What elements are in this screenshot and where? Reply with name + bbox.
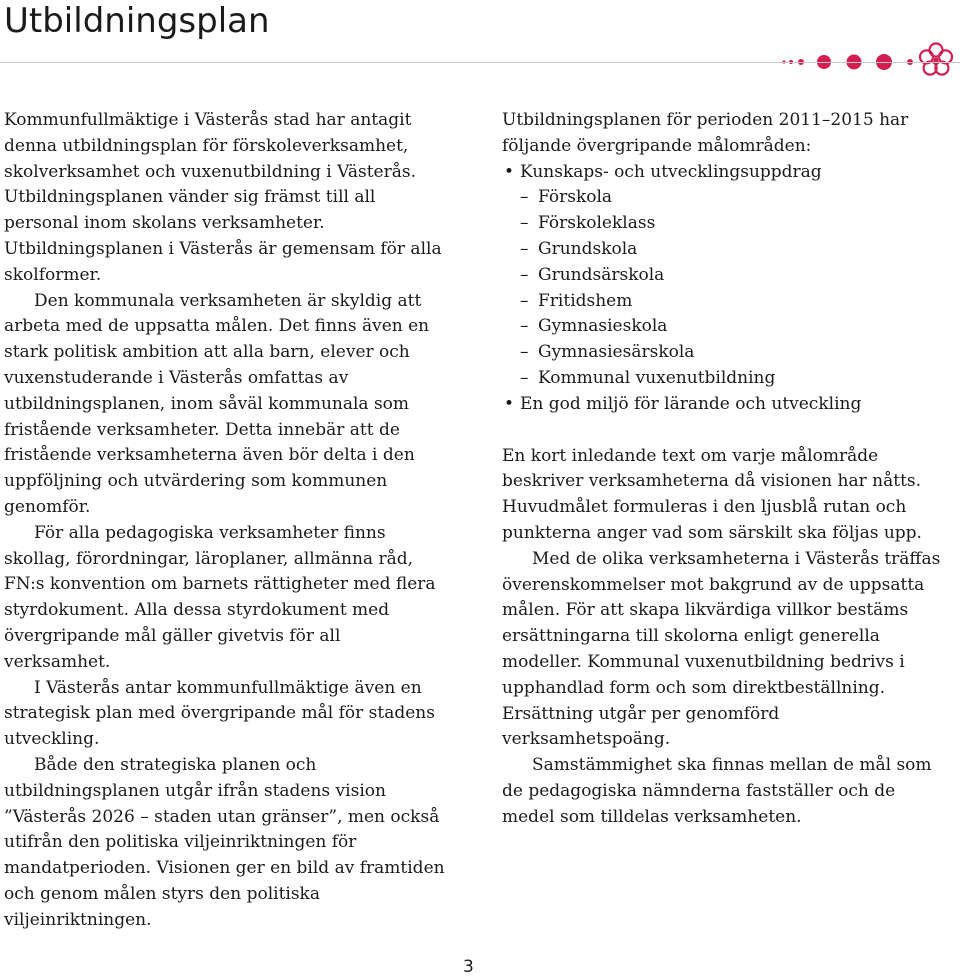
left-column xyxy=(4,108,448,934)
list-item xyxy=(502,392,952,418)
list-item xyxy=(502,160,952,392)
paragraph: Samstämmighet ska finnas mellan de mål som de pedagogiska nämnderna fastställer och de medel som tilldelas verksamheten. xyxy=(502,755,932,827)
intro-paragraph: Utbildningsplanen för perioden 2011–2015 har följande övergripande målområden: xyxy=(502,110,909,156)
paragraph: I Västerås antar kommunfullmäktige även en strategisk plan med övergripande mål för stadens utveckling. xyxy=(4,677,435,750)
goal-area-label: Kunskaps- och utvecklingsuppdrag xyxy=(520,161,822,182)
paragraph: För alla pedagogiska verksamheter finns skollag, förordningar, läroplaner, allmänna råd, FN:s konvention om barnets rättigheter med flera styrdokument. Alla dessa styrdokument med övergripande mål gäller givetvis för all verksamhet. xyxy=(4,522,436,672)
list-item: – Grundskola xyxy=(520,237,952,263)
list-item: – Förskola xyxy=(520,185,952,211)
paragraph: Den kommunala verksamheten är skyldig att arbeta med de uppsatta målen. Det finns även en stark politisk ambition att alla barn, elever och vuxenstuderande i Västerås omfattas av utbildningsplanen, inom såväl kommunala som fristående verksamheter. Detta innebär att de fristående verksamheterna även bör delta i den uppföljning och utvärdering som kommunen genomför. xyxy=(4,290,430,517)
spacer xyxy=(502,418,952,444)
flower-decoration-icon xyxy=(780,38,960,80)
paragraph: Kommunfullmäktige i Västerås stad har antagit denna utbildningsplan för förskoleverksamhet, skolverksamhet och vuxenutbildning i Västerås. Utbildningsplanen vänder sig främst till all personal inom skolans verksamheter. Utbildningsplanen i Västerås är gemensam för alla skolformer. xyxy=(4,110,442,285)
page-number: 3 xyxy=(463,957,474,977)
paragraph: Med de olika verksamheterna i Västerås träffas överenskommelser mot bakgrund av de uppsatta målen. För att skapa likvärdiga villkor bestäms ersättningarna till skolorna enligt generella modeller. Kommunal vuxenutbildning bedrivs i upphandlad form och som direktbeställning. Ersättning utgår per genomförd verksamhetspoäng. xyxy=(502,548,941,750)
list-item: – Förskoleklass xyxy=(520,211,952,237)
sub-list xyxy=(520,185,952,391)
list-item: – Grundsärskola xyxy=(520,263,952,289)
list-item: – Gymnasieskola xyxy=(520,314,952,340)
header-rule xyxy=(0,62,960,63)
goal-area-list xyxy=(502,160,952,418)
list-item: – Fritidshem xyxy=(520,289,952,315)
right-column xyxy=(502,108,952,831)
list-item: – Gymnasiesärskola xyxy=(520,340,952,366)
list-item: – Kommunal vuxenutbildning xyxy=(520,366,952,392)
goal-area-label: En god miljö för lärande och utveckling xyxy=(520,393,862,414)
paragraph: Både den strategiska planen och utbildningsplanen utgår ifrån stadens vision ”Västerås 2026 – staden utan gränser”, men också utifrån den politiska viljeinriktningen för mandatperioden. Visionen ger en bild av framtiden och genom målen styrs den politiska viljeinriktningen. xyxy=(4,754,445,930)
page-title: Utbildningsplan xyxy=(4,1,270,41)
paragraph: En kort inledande text om varje målområde beskriver verksamheterna då visionen har nåtts. Huvudmålet formuleras i den ljusblå rutan och punkterna anger vad som särskilt ska följas upp. xyxy=(502,445,922,543)
